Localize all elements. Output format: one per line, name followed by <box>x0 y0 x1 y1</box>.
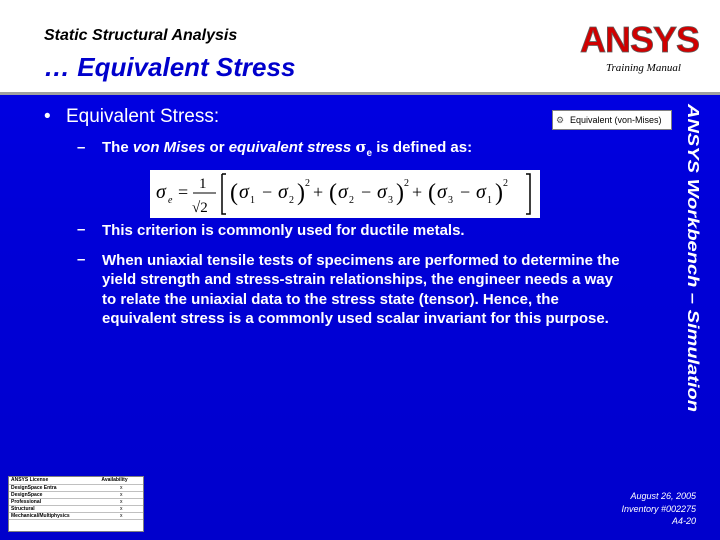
bullet-dot: • <box>44 106 51 127</box>
side-banner-text: ANSYS Workbench – Simulation <box>684 104 701 350</box>
license-header: ANSYS License <box>9 477 99 484</box>
item-text-italic: equivalent stress <box>228 139 352 156</box>
formula-operator: − <box>262 182 273 202</box>
side-banner <box>676 100 712 418</box>
availability-value: x <box>99 491 143 498</box>
footer-inventory: Inventory #002275 <box>621 503 696 514</box>
ansys-logo <box>578 18 708 60</box>
formula-sigma: σ <box>239 181 249 203</box>
license-name: DesignSpace Entra <box>9 484 99 491</box>
formula-paren-open: ( <box>230 180 238 206</box>
formula-power: 2 <box>404 178 409 189</box>
item-uniaxial-tests: When uniaxial tensile tests of specimens are performed to determine the yield strength and stress-strain relationships, the engineer needs a way to relate the uniaxial data to the stress state (tensor). Hence, the equivalent stress is a commonly used scalar invariant for this purpose. <box>102 252 620 327</box>
subject-title: Static Structural Analysis <box>44 27 238 44</box>
formula-sigma: σ <box>278 181 288 203</box>
availability-header: Availability <box>99 477 143 484</box>
formula-subscript: 2 <box>289 195 294 206</box>
footer-page: A4-20 <box>671 516 696 526</box>
formula-plus: + <box>412 182 423 202</box>
sigma-subscript: e <box>366 148 373 159</box>
formula-paren-close: ) <box>396 180 404 206</box>
formula-sigma: σ <box>377 181 387 203</box>
table-row <box>9 498 143 505</box>
result-label: Equivalent (von-Mises) <box>570 115 662 125</box>
availability-value: x <box>99 512 143 519</box>
formula-power: 2 <box>305 178 310 189</box>
formula-graphic <box>150 170 540 218</box>
formula-subscript: 3 <box>388 195 393 206</box>
left-bracket <box>222 174 226 214</box>
formula-sigma: σ <box>476 181 486 203</box>
item-text: The <box>102 139 133 156</box>
footer <box>621 490 696 528</box>
formula-paren-close: ) <box>297 180 305 206</box>
license-availability-table <box>8 476 144 532</box>
item-dash: – <box>77 139 86 156</box>
availability-value: x <box>99 498 143 505</box>
slide-title: … Equivalent Stress <box>44 52 296 82</box>
formula-paren-close: ) <box>495 180 503 206</box>
table-row <box>9 505 143 512</box>
item-ductile-metals: This criterion is commonly used for ductile metals. <box>102 222 465 239</box>
formula-operator: − <box>361 182 372 202</box>
table-row <box>9 491 143 498</box>
header-divider <box>0 92 720 95</box>
equivalent-stress-result-item[interactable] <box>552 110 672 130</box>
formula-paren-open: ( <box>329 180 337 206</box>
formula-plus: + <box>313 182 324 202</box>
item-text-italic: von Mises <box>132 139 206 156</box>
formula-sigma: σ <box>338 181 348 203</box>
license-name: DesignSpace <box>9 491 99 498</box>
bullet-equivalent-stress <box>44 106 219 128</box>
von-mises-formula <box>150 170 540 218</box>
formula-subscript: 2 <box>349 195 354 206</box>
formula-terms <box>230 178 508 206</box>
formula-frac-den: √2 <box>192 200 208 216</box>
item-von-mises-definition <box>77 138 472 163</box>
footer-date: August 26, 2005 <box>630 491 696 501</box>
formula-lhs: σ <box>156 181 166 203</box>
item-dash: – <box>77 221 86 238</box>
table-row <box>9 484 143 491</box>
availability-value: x <box>99 484 143 491</box>
formula-frac-num: 1 <box>199 176 207 192</box>
sigma-symbol: σ <box>355 138 367 156</box>
formula-lhs-sub: e <box>168 195 173 206</box>
table-row <box>9 512 143 519</box>
right-bracket <box>526 174 530 214</box>
formula-subscript: 1 <box>250 195 255 206</box>
formula-equals: = <box>178 182 189 202</box>
item-text: or <box>205 139 229 156</box>
availability-value: x <box>99 505 143 512</box>
license-name: Structural <box>9 505 99 512</box>
license-name: Mechanical/Multiphysics <box>9 512 99 519</box>
formula-paren-open: ( <box>428 180 436 206</box>
formula-operator: − <box>460 182 471 202</box>
item-dash: – <box>77 251 86 268</box>
license-table <box>9 477 143 520</box>
formula-sigma: σ <box>437 181 447 203</box>
formula-subscript: 1 <box>487 195 492 206</box>
result-icon: ⚙ <box>556 115 565 125</box>
formula-subscript: 3 <box>448 195 453 206</box>
item-text: is defined as: <box>372 139 473 156</box>
ansys-logo-text: ANSYS <box>580 19 700 60</box>
training-manual-label: Training Manual <box>606 62 681 74</box>
bullet-text: Equivalent Stress: <box>66 106 220 127</box>
formula-power: 2 <box>503 178 508 189</box>
license-name: Professional <box>9 498 99 505</box>
